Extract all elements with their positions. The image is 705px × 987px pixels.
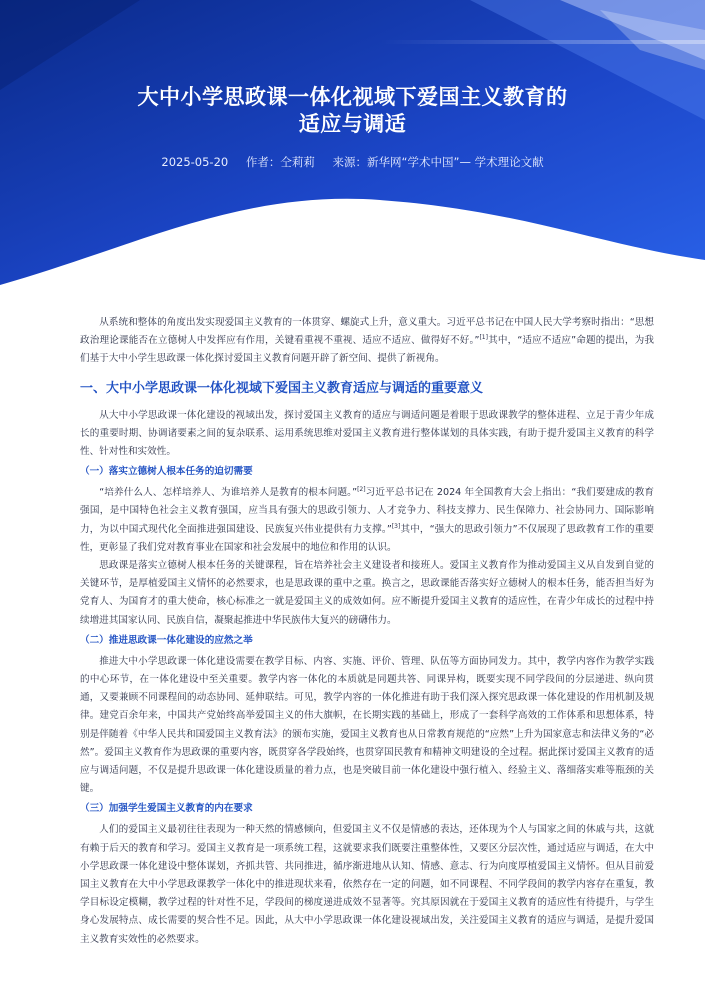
- subsection-2-paragraph: 推进大中小学思政课一体化建设需要在教学目标、内容、实施、评价、管理、队伍等方面协同发力。其中，教学内容作为教学实践的中心环节，在一体化建设中至关重要。教学内容一体化的本质就是同题共答、同课异构，既要实现不同学段间的分层递进、纵向贯通，又要兼顾不同课程间的动态协同、延伸联结。可见，教学内容的一体化推进有助于我们深入探究思政课一体化建设的作用机制及规律。建党百余年来，中国共产党始终高举爱国主义的伟大旗帜，在长期实践的基础上，形成了一套科学高效的工作体系和思想体系，特别是伴随着《中华人民共和国爱国主义教育法》的颁布实施，爱国主义教育也从日常教育规范的“应然”上升为国家意志和法律义务的“必然”。爱国主义教育作为思政课的重要内容，既贯穿各学段始终，也贯穿国民教育和精神文明建设的全过程。据此探讨爱国主义教育的适应与调适问题，不仅是提升思政课一体化建设质量的着力点，也是突破目前一体化建设中强行植入、经验主义、落细落实难等瓶颈的关键。: [80, 655, 654, 795]
- subsection-heading-1: （一）落实立德树人根本任务的迫切需要: [80, 466, 253, 478]
- citation-ref[interactable]: [2]: [357, 486, 366, 494]
- section-heading-1: 一、大中小学思政课一体化视域下爱国主义教育适应与调适的重要意义: [80, 380, 484, 396]
- page-title: [60, 84, 645, 138]
- article-meta: [0, 154, 705, 170]
- article-body: [80, 314, 654, 949]
- subsection-heading-3: （三）加强学生爱国主义教育的内在要求: [80, 803, 253, 815]
- title-line-2: 适应与调适: [298, 112, 407, 136]
- citation-ref[interactable]: [1]: [479, 334, 488, 342]
- author-line: 作者：仝莉莉: [245, 155, 315, 169]
- publish-date: 2025-05-20: [161, 155, 229, 169]
- subsection-heading-2: （二）推进思政课一体化建设的应然之举: [80, 634, 253, 646]
- section-1-paragraph: 从大中小学思政课一体化建设的视域出发，探讨爱国主义教育的适应与调适问题是着眼于思政课教学的整体进程、立足于青少年成长的重要时期、协调诸要素之间的复杂联系、运用系统思维对爱国主义教育进行整体谋划的具体实践，有助于提升爱国主义教育的科学性、针对性和实效性。: [80, 409, 654, 458]
- subsection-3-paragraph: 人们的爱国主义最初往往表现为一种天然的情感倾向，但爱国主义不仅是情感的表达，还体现为个人与国家之间的休戚与共，这就有赖于后天的教育和学习。爱国主义教育是一项系统工程，这就要求我们既要注重整体性，又要区分层次性，通过适应与调适，在大中小学思政课一体化建设中整体谋划，齐抓共管、共同推进，循序渐进地从认知、情感、意志、行为向度厚植爱国主义情怀。但从目前爱国主义教育在大中小学思政课教学一体化中的推进现状来看，依然存在一定的问题，如不同课程、不同学段间的教学内容存在重复，教学目标设定模糊，教学过程的针对性不足，学段间的梯度递进成效不显著等。究其原因就在于爱国主义教育的适应性有待提升，与学生身心发展特点、成长需要的契合性不足。因此，从大中小学思政课一体化建设视域出发，关注爱国主义教育的适应与调适，是提升爱国主义教育实效性的必然要求。: [80, 824, 654, 945]
- citation-ref[interactable]: [3]: [391, 522, 401, 530]
- subsection-1-paragraph-2: 思政课是落实立德树人根本任务的关键课程，旨在培养社会主义建设者和接班人。爱国主义教育作为推动爱国主义从自发到自觉的关键环节，是厚植爱国主义情怀的必然要求，也是思政课的重中之重。换言之，思政课能否落实好立德树人的根本任务，能否担当好为党育人、为国育才的重大使命，核心标准之一就是爱国主义的成效如何。应不断提升爱国主义教育的适应性，在青少年成长的过程中持续增进其国家认同、民族自信，凝聚起推进中华民族伟大复兴的磅礴伟力。: [80, 560, 654, 626]
- hero-banner: [0, 0, 705, 300]
- title-line-1: 大中小学思政课一体化视域下爱国主义教育的: [137, 85, 568, 109]
- intro-paragraph: 从系统和整体的角度出发实现爱国主义教育的一体贯穿、螺旋式上升，意义重大。习近平总书记在中国人民大学考察时指出：“思想政治理论课能否在立德树人中发挥应有作用，关键看重视不重视、适应不适应、做得好不好。”[1]其中，“适应不适应”命题的提出，为我们基于大中小学生思政课一体化探讨爱国主义教育问题开辟了新空间、提供了新视角。: [80, 317, 654, 365]
- source-line: 来源：新华网“学术中国”— 学术理论文献: [332, 155, 544, 169]
- subsection-1-paragraph-1: “培养什么人、怎样培养人、为谁培养人是教育的根本问题。”[2]习近平总书记在 2024 年全国教育大会上指出：“我们要建成的教育强国，是中国特色社会主义教育强国，应当具有强大的思政引领力、人才竞争力、科技支撑力、民生保障力、社会协同力、国际影响力，为以中国式现代化全面推进强国建设、民族复兴伟业提供有力支撑。”[3]其中，“强大的思政引领力”不仅展现了思政教育工作的重要性，更彰显了我们党对教育事业在国家和社会发展中的地位和作用的认识。: [80, 486, 655, 553]
- hero-background: [0, 0, 705, 300]
